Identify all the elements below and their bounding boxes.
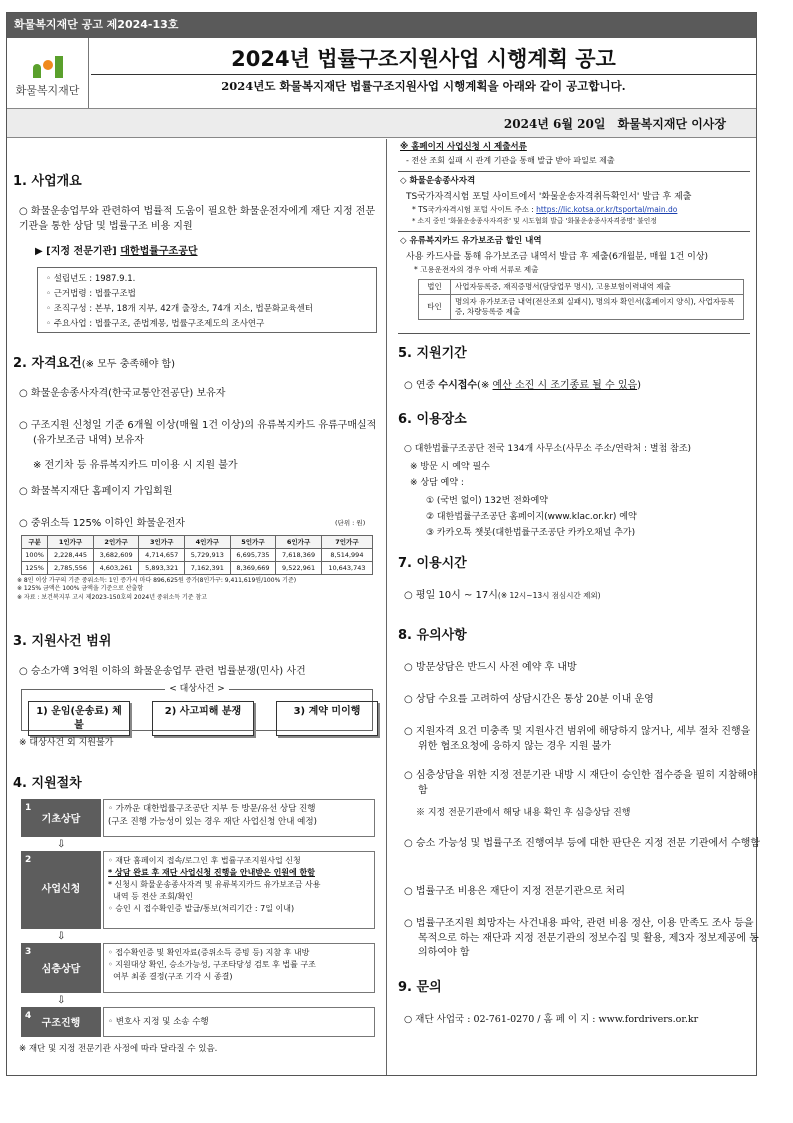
s7-desc	[404, 589, 601, 604]
table-header: 6인가구	[276, 536, 322, 549]
license-portal-link[interactable]: https://lic.kotsa.or.kr/tsportal/main.do	[536, 205, 678, 214]
s2-item: ○ 구조지원 신청일 기준 6개월 이상(매월 1건 이상)의 유류복지카드 유류구매실적(유가보조금 내역) 보유자	[19, 420, 377, 446]
step-line: (구조 진행 가능성이 있는 경우 재단 사업신청 안내 예정)	[108, 816, 317, 827]
table-header: 1인가구	[48, 536, 94, 549]
case-box-label-text: < 대상사건 >	[165, 684, 229, 694]
step-line: ◦ 변호사 지정 및 소송 수행	[108, 1017, 209, 1027]
fact-item: ◦ 조직구성 : 본부, 18개 지부, 42개 출장소, 74개 지소, 법문화교육센터	[46, 303, 314, 314]
s8-item: ○ 승소 가능성 및 법률구조 진행여부 등에 대한 판단은 지정 전문 기관에서 수행함	[404, 838, 760, 849]
table-cell: 타인	[419, 295, 451, 320]
step-1	[21, 799, 101, 837]
section-6-title: 6. 이용장소	[398, 412, 467, 427]
step-label: 기초상담	[41, 814, 81, 825]
right-column	[388, 139, 760, 1075]
step-1-desc	[103, 799, 375, 837]
s8-item: ○ 법률구조지원 희망자는 사건내용 파악, 관련 비용 정산, 이용 만족도 조사 등을 목적으로 하는 재단과 지정 전문기관의 정보수집 및 활용, 제3자 정보제공에 동의하여야 함	[404, 918, 759, 958]
s2-item: ○ 화물복지재단 홈페이지 가입회원	[19, 486, 173, 497]
section-5-title: 5. 지원기간	[398, 346, 467, 361]
notice-number: 화물복지재단 공고 제2024-13호	[7, 13, 756, 38]
step-num: 3	[25, 947, 32, 957]
logo-mark-icon	[7, 48, 88, 78]
s6-item: ② 대한법률구조공단 홈페이지(www.klac.or.kr) 예약	[426, 512, 637, 522]
s2-title-note: (※ 모두 충족해야 함)	[81, 359, 176, 370]
table-cell: 7,618,369	[276, 549, 322, 562]
s9-desc: ○ 재단 사업국 : 02-761-0270 / 홈 페 이 지 : www.fordrivers.or.kr	[404, 1014, 699, 1025]
step-2	[21, 851, 101, 929]
table-cell: 8,514,994	[321, 549, 372, 562]
case-list	[28, 701, 378, 736]
s5-desc	[404, 379, 641, 394]
income-table	[21, 535, 373, 575]
card-desc: 사용 카드사를 통해 유가보조금 내역서 발급 후 제출(6개월분, 매월 1건 이상)	[406, 252, 709, 262]
table-header: 4인가구	[185, 536, 231, 549]
license-title: ◇ 화물운송종사자격	[400, 176, 476, 186]
table-header-row	[22, 536, 373, 549]
s2-item: ○ 화물운송종사자격(한국교통안전공단) 보유자	[19, 388, 226, 399]
s8-item: ○ 심층상담을 위한 지정 전문기관 내방 시 재단이 승인한 접수증을 필히 지참해야 함	[404, 770, 757, 796]
divider	[398, 333, 750, 334]
s3-desc: ○ 승소가액 3억원 이하의 화물운송업무 관련 법률분쟁(민사) 사건	[19, 666, 306, 677]
s2-title-text: 2. 자격요건	[13, 356, 82, 371]
license-note-1	[412, 205, 677, 216]
s1-desc: ○ 화물운송업무와 관련하여 법률적 도움이 필요한 화물운전자에게 재단 지정 전문기관을 통한 상담 및 법률구조 비용 지원	[19, 206, 376, 232]
foundation-logo	[7, 38, 89, 108]
license-note-2: * 소지 중인 '화물운송종사자격증' 및 시도협회 발급 '화물운송종사자격증명' 불인정	[412, 217, 657, 225]
table-cell: 7,162,391	[185, 562, 231, 575]
card-title: ◇ 유류복지카드 유가보조금 할인 내역	[400, 236, 542, 246]
notice-date: 2024년 6월 20일	[503, 117, 606, 131]
step-line: ◦ 승인 시 접수확인증 발급/통보(처리기간 : 7일 이내)	[108, 904, 295, 913]
table-header: 구분	[22, 536, 48, 549]
down-arrow-icon: ⇩	[57, 839, 66, 850]
step-label: 구조진행	[41, 1018, 81, 1029]
step-label: 심층상담	[41, 964, 81, 975]
agency-name: 대한법률구조공단	[120, 246, 198, 257]
table-row	[419, 295, 744, 320]
step-line: * 신청시 화물운송종사자격 및 유류복지카드 유가보조금 사용	[108, 880, 321, 889]
table-cell: 125%	[22, 562, 48, 575]
s5-bold: 수시접수	[438, 380, 478, 391]
s5-note: 예산 소진 시 조기종료 될 수 있음	[492, 380, 638, 391]
step-num: 2	[25, 855, 32, 865]
table-cell: 법인	[419, 280, 451, 295]
step-line: * 상담 완료 후 재단 사업신청 진행을 안내받은 인원에 한함	[108, 868, 315, 877]
table-cell: 4,603,261	[93, 562, 139, 575]
step-4-desc	[103, 1007, 375, 1037]
s5-prefix: ○ 연중	[404, 380, 439, 391]
s8-item: ○ 법률구조 비용은 재단이 지정 전문기관으로 처리	[404, 886, 625, 897]
step-num: 1	[25, 803, 32, 813]
section-2-title	[13, 355, 175, 373]
section-9-title: 9. 문의	[398, 980, 442, 995]
s5-paren: )	[637, 380, 642, 391]
table-cell: 5,893,321	[139, 562, 185, 575]
fact-item: ◦ 근거법령 : 법률구조법	[46, 288, 136, 299]
table-cell: 2,785,556	[48, 562, 94, 575]
table-cell: 2,228,445	[48, 549, 94, 562]
table-cell: 10,643,743	[321, 562, 372, 575]
section-7-title: 7. 이용시간	[398, 556, 467, 571]
step-label: 사업신청	[41, 884, 81, 895]
table-cell: 100%	[22, 549, 48, 562]
table-header: 7인가구	[321, 536, 372, 549]
s7-hours: ○ 평일 10시 ~ 17시	[404, 590, 498, 601]
license-note-prefix: * TS국가자격시험 포털 사이트 주소 :	[412, 205, 537, 214]
step-3-desc	[103, 943, 375, 993]
s6-item: ※ 방문 시 예약 필수	[410, 462, 490, 472]
page-title: 2024년 법률구조지원사업 시행계획 공고	[91, 41, 756, 75]
case-box	[21, 684, 373, 731]
table-header: 2인가구	[93, 536, 139, 549]
s3-note: ※ 대상사건 외 지원불가	[19, 738, 114, 748]
step-line: 여부 최종 결정(구조 기각 시 종결)	[108, 972, 233, 981]
license-desc: TS국가자격시험 포털 사이트에서 '화물운송자격취득확인서' 발급 후 제출	[406, 192, 692, 202]
date-band	[7, 108, 756, 138]
org-name: 화물복지재단	[15, 84, 80, 97]
homepage-docs-title: ※ 홈페이지 사업신청 시 제출서류	[400, 142, 527, 152]
s5-paren: (※	[477, 380, 493, 391]
income-note: ※ 자료 : 보건복지부 고시 제2023-150호의 2024년 중위소득 기준 참고	[17, 593, 208, 601]
employee-docs-table	[418, 279, 744, 320]
left-column	[7, 139, 387, 1075]
income-notes	[17, 577, 296, 602]
step-line: ◦ 지원대상 확인, 승소가능성, 구조타당성 검토 후 법률 구조	[108, 960, 316, 969]
down-arrow-icon: ⇩	[57, 995, 66, 1006]
table-cell: 명의자 유가보조금 내역(전산조회 실패시), 명의자 확인서(홈페이지 양식), 사업자등록증, 차량등록증 제출	[451, 295, 744, 320]
step-line: ◦ 가까운 대한법률구조공단 지부 등 방문/유선 상담 진행	[108, 804, 316, 814]
s8-item: ○ 상담 수요를 고려하여 상담시간은 통상 20분 이내 운영	[404, 694, 654, 705]
divider	[398, 171, 750, 172]
table-cell: 4,714,657	[139, 549, 185, 562]
homepage-docs-desc: - 전산 조회 실패 시 관계 기관을 통해 발급 받아 파일로 제출	[406, 156, 615, 165]
table-cell: 5,729,913	[185, 549, 231, 562]
section-8-title: 8. 유의사항	[398, 628, 467, 643]
subtitle: 2024년도 화물복지재단 법률구조지원사업 시행계획을 아래와 같이 공고합니다.	[221, 79, 626, 93]
card-note: * 고용운전자의 경우 아래 서류로 제출	[414, 265, 539, 274]
agency-facts-box	[37, 267, 377, 333]
s6-item: ① (국번 없이) 132번 전화예약	[426, 496, 548, 506]
table-unit: (단위 : 원)	[335, 519, 366, 527]
s8-item: ※ 지정 전문기관에서 해당 내용 확인 후 심층상담 진행	[416, 808, 631, 818]
step-2-desc	[103, 851, 375, 929]
s8-item: ○ 방문상담은 반드시 사전 예약 후 내방	[404, 662, 577, 673]
table-header: 5인가구	[230, 536, 276, 549]
step-line: ◦ 재단 홈페이지 접속/로그인 후 법률구조지원사업 신청	[108, 856, 301, 865]
table-cell: 3,682,609	[93, 549, 139, 562]
signer: 화물복지재단 이사장	[617, 117, 726, 131]
income-note: ※ 8인 이상 가구의 기준 중위소득: 1인 증가시 마다 896,625원 증가(8인가구: 9,411,619원/100% 기준)	[17, 577, 297, 584]
s4-note: ※ 재단 및 지정 전문기관 사정에 따라 달라질 수 있음.	[19, 1044, 218, 1054]
agency-prefix: ▶ [지정 전문기관]	[35, 246, 117, 257]
s7-note: (※ 12시~13시 점심시간 제외)	[497, 591, 601, 600]
s6-item: ○ 대한법률구조공단 전국 134개 사무소(사무소 주소/연락처 : 별첨 참조)	[404, 444, 692, 454]
step-num: 4	[25, 1011, 32, 1021]
s6-item: ③ 카카오톡 챗봇(대한법률구조공단 카카오채널 추가)	[426, 528, 636, 538]
fact-item: ◦ 설립년도 : 1987.9.1.	[46, 274, 136, 284]
section-1-title: 1. 사업개요	[13, 174, 82, 189]
case-item: 1) 운임(운송료) 체불	[28, 701, 130, 736]
table-cell: 8,369,669	[230, 562, 276, 575]
step-line: 내역 등 전산 조회/확인	[108, 892, 193, 901]
case-item: 3) 계약 미이행	[276, 701, 378, 736]
table-row	[22, 549, 373, 562]
step-4	[21, 1007, 101, 1037]
case-item: 2) 사고피해 분쟁	[152, 701, 254, 736]
step-3	[21, 943, 101, 993]
table-cell: 6,695,735	[230, 549, 276, 562]
table-cell: 사업자등록증, 재직증명서(담당업무 명시), 고용보험이력내역 제출	[451, 280, 744, 295]
down-arrow-icon: ⇩	[57, 931, 66, 942]
section-4-title: 4. 지원절차	[13, 776, 82, 791]
fact-item: ◦ 주요사업 : 법률구조, 준법계몽, 법률구조제도의 조사연구	[46, 318, 265, 329]
table-row	[22, 562, 373, 575]
table-cell: 9,522,961	[276, 562, 322, 575]
document-frame	[6, 12, 760, 1076]
s2-item: ○ 중위소득 125% 이하인 화물운전자	[19, 518, 185, 529]
s6-item: ※ 상담 예약 :	[410, 478, 464, 488]
table-row	[419, 280, 744, 295]
divider	[398, 231, 750, 232]
step-line: ◦ 접수확인증 및 확인자료(증위소득 증빙 등) 지참 후 내방	[108, 948, 310, 957]
case-box-label	[22, 683, 372, 695]
s8-item: ○ 지원자격 요건 미충족 및 지원사건 범위에 해당하지 않거나, 세부 절차 진행을 위한 협조요청에 응하지 않는 경우 지원 불가	[404, 726, 751, 752]
income-note: ※ 125% 금액은 100% 금액을 기준으로 산출함	[17, 585, 144, 593]
s2-item: ※ 전기차 등 유류복지카드 미이용 시 지원 불가	[33, 460, 238, 471]
section-3-title: 3. 지원사건 범위	[13, 634, 112, 649]
agency-line	[35, 245, 198, 260]
table-header: 3인가구	[139, 536, 185, 549]
